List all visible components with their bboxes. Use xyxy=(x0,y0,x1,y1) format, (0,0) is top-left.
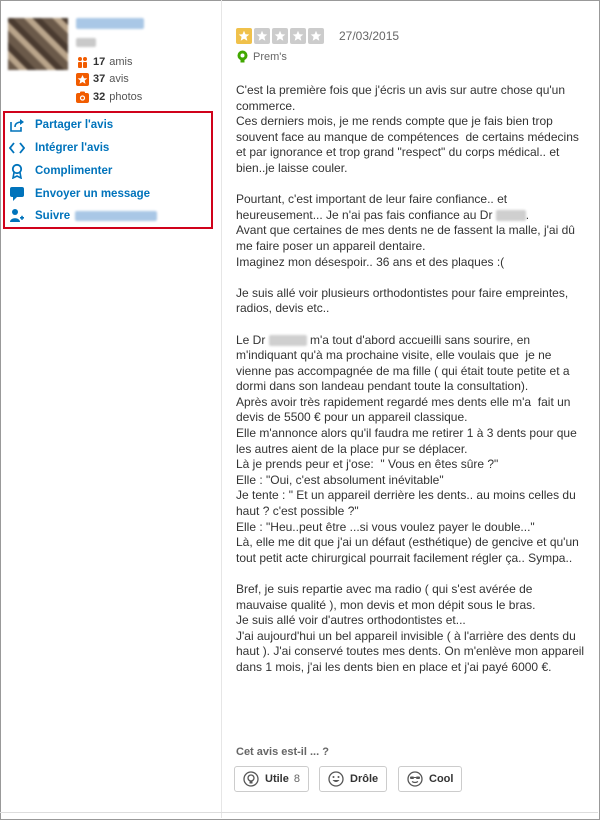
review-paragraph: Bref, je suis repartie avec ma radio ( qui s'est avérée de mauvaise qualité ), mon devis et mon dépit sous le bras. xyxy=(236,582,536,612)
share-review-link[interactable] xyxy=(9,115,113,135)
smiley-icon xyxy=(328,771,344,787)
share-review-label: Partager l'avis xyxy=(35,119,114,131)
star-empty-icon xyxy=(308,28,324,44)
send-message-link[interactable] xyxy=(9,184,150,204)
review-paragraph: J'ai aujourd'hui un bel appareil invisible ( à l'arrière des dents du haut ). J'ai conservé toutes mes dents. On m'enlève mon appareil dans 1 mois, j'ai les dents bien en place et j'ai payé 6000 €. xyxy=(236,628,588,674)
review-star-icon xyxy=(76,73,89,86)
review-paragraph: Pourtant, c'est important de leur faire confiance.. et heureusement... Je n'ai pas fais confiance au Dr . xyxy=(236,192,530,222)
review-text xyxy=(236,83,586,676)
review-paragraph: C'est la première fois que j'écris un avis sur autre chose qu'un commerce. xyxy=(236,83,569,113)
follow-user-label: Suivre xyxy=(35,210,71,222)
user-avatar[interactable] xyxy=(8,18,68,70)
speech-bubble-icon xyxy=(9,186,25,202)
send-message-label: Envoyer un message xyxy=(35,188,151,200)
review-paragraph: Après avoir très rapidement regardé mes dents elle m'a fait un devis de 5500 € pour un appareil classique. xyxy=(236,394,574,425)
vote-useful-label: Utile xyxy=(265,773,289,785)
photos-count: 32 xyxy=(93,91,106,103)
doctor-name-redacted xyxy=(269,335,307,346)
review-paragraph: Elle m'annonce alors qu'il faudra me retirer 1 à 3 dents pour que les autres aient de la place pur se déplacer. xyxy=(236,426,581,456)
review-paragraph: Elle : "Heu..peut être ...si vous voulez payer le double..." xyxy=(236,519,535,534)
review-paragraph: Je suis allé voir d'autres orthodontistes et... xyxy=(236,613,466,628)
embed-review-link[interactable] xyxy=(9,138,109,158)
review-paragraph: Je tente : " Et un appareil derrière les dents.. au moins celles du haut ? c'est possible ?" xyxy=(236,488,580,519)
footer-divider xyxy=(0,812,598,813)
star-filled-icon xyxy=(236,28,252,44)
follow-user-link[interactable] xyxy=(9,206,157,226)
star-rating xyxy=(236,28,326,44)
prems-badge xyxy=(236,50,287,63)
reviews-stat xyxy=(76,71,129,87)
star-empty-icon xyxy=(290,28,306,44)
review-paragraph: Le Dr m'a tout d'abord accueilli sans sourire, en m'indiquant qu'à ma prochaine visite, elle voulais que je ne vienne pas accompagnée de ma fille ( qui était toute petite et a dormi dans son landeau pendant toute la consultation). xyxy=(236,332,573,394)
vote-cool-label: Cool xyxy=(429,773,454,785)
friends-label: amis xyxy=(109,56,133,68)
reviews-count: 37 xyxy=(93,73,106,85)
column-divider xyxy=(221,0,222,818)
review-paragraph: Elle : "Oui, c'est absolument inévitable" xyxy=(236,472,444,487)
star-empty-icon xyxy=(254,28,270,44)
lightbulb-icon xyxy=(243,771,259,787)
review-paragraph: Je suis allé voir plusieurs orthodontistes pour faire empreintes, radios, devis etc.. xyxy=(236,285,572,316)
friends-stat xyxy=(76,54,132,70)
star-empty-icon xyxy=(272,28,288,44)
review-paragraph: Là je prends peur et j'ose: " Vous en êtes sûre ?" xyxy=(236,457,499,472)
user-location-redacted xyxy=(76,38,96,47)
vote-funny-label: Drôle xyxy=(350,773,379,785)
photos-stat xyxy=(76,89,142,105)
ribbon-award-icon xyxy=(9,163,25,179)
review-date: 27/03/2015 xyxy=(339,29,400,43)
vote-useful-count: 8 xyxy=(293,773,300,785)
photos-label: photos xyxy=(109,91,143,103)
friends-icon xyxy=(76,56,89,69)
follow-user-icon xyxy=(9,208,25,224)
follow-user-name-redacted xyxy=(75,211,157,221)
review-actions-box xyxy=(3,111,213,229)
embed-code-icon xyxy=(9,140,25,156)
prems-badge-label: Prem's xyxy=(253,50,287,63)
review-paragraph: Avant que certaines de mes dents ne de fassent la malle, j'ai dû me faire poser un appareil dentaire. xyxy=(236,223,579,253)
vote-funny-button[interactable] xyxy=(319,766,387,792)
user-name-redacted[interactable] xyxy=(76,18,144,29)
reviews-label: avis xyxy=(109,73,129,85)
helpful-question: Cet avis est-il ... ? xyxy=(236,746,329,758)
vote-useful-button[interactable] xyxy=(234,766,309,792)
review-paragraph: Là, elle me dit que j'ai un défaut (esthétique) de gencive et qu'un tout petit acte chirurgical pourrait facilement régler ça.. Sympa.. xyxy=(236,535,583,565)
review-paragraph: Ces derniers mois, je me rends compte que je fais bien trop souvent face au manque de compétences de certains médecins et par ignorance et trop grand "respect" du corps médical.. et bien..je laisse couler. xyxy=(236,114,583,175)
review-paragraph: Imaginez mon désespoir.. 36 ans et des plaques :( xyxy=(236,254,505,269)
vote-cool-button[interactable] xyxy=(398,766,462,792)
sunglasses-icon xyxy=(407,771,423,787)
embed-review-label: Intégrer l'avis xyxy=(35,142,110,154)
compliment-label: Complimenter xyxy=(35,165,113,177)
doctor-name-redacted xyxy=(496,210,526,221)
share-icon xyxy=(9,117,25,133)
compliment-link[interactable] xyxy=(9,161,112,181)
friends-count: 17 xyxy=(93,56,106,68)
prems-badge-icon xyxy=(236,50,249,63)
camera-icon xyxy=(76,91,89,104)
